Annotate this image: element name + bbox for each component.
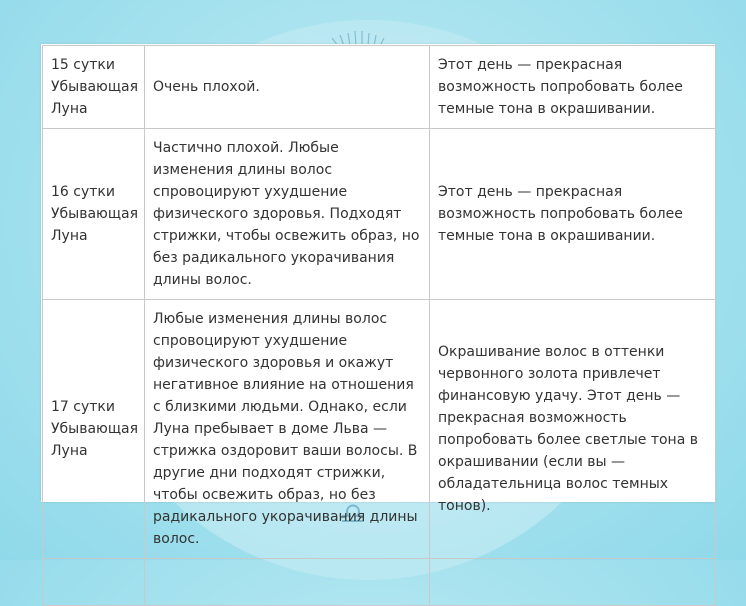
table-row [43, 46, 716, 129]
lunar-day-cell: 15 сутки Убывающая Луна [43, 46, 145, 129]
haircut-effect-cell: Частично плохой. Любые изменения длины волос спровоцируют ухудшение физического здоровья. Подходят стрижки, чтобы освежить образ, но без радикального укорачивания длины волос. [145, 129, 430, 300]
lunar-day-cell: 17 сутки Убывающая Луна [43, 300, 145, 559]
coloring-advice-cell: Окрашивание волос в оттенки червонного золота привлечет финансовую удачу. Этот день — прекрасная возможность попробовать более светлые тона в окрашивании (если вы — обладательница волос темных тонов). [430, 300, 716, 559]
table-row [43, 300, 716, 559]
empty-cell [43, 559, 145, 606]
empty-cell [430, 559, 716, 606]
coloring-advice-cell: Этот день — прекрасная возможность попробовать более темные тона в окрашивании. [430, 46, 716, 129]
lunar-haircut-table [42, 45, 716, 606]
table-row-partial [43, 559, 716, 606]
haircut-effect-cell: Очень плохой. [145, 46, 430, 129]
lunar-day-cell: 16 сутки Убывающая Луна [43, 129, 145, 300]
lunar-haircut-table-card [41, 44, 715, 547]
coloring-advice-cell: Этот день — прекрасная возможность попробовать более темные тона в окрашивании. [430, 129, 716, 300]
haircut-effect-cell: Любые изменения длины волос спровоцируют ухудшение физического здоровья и окажут негативное влияние на отношения с близкими людьми. Однако, если Луна пребывает в доме Льва — стрижка оздоровит ваши волосы. В другие дни подходят стрижки, чтобы освежить образ, но без радикального укорачивания длины волос. [145, 300, 430, 559]
table-row [43, 129, 716, 300]
empty-cell [145, 559, 430, 606]
